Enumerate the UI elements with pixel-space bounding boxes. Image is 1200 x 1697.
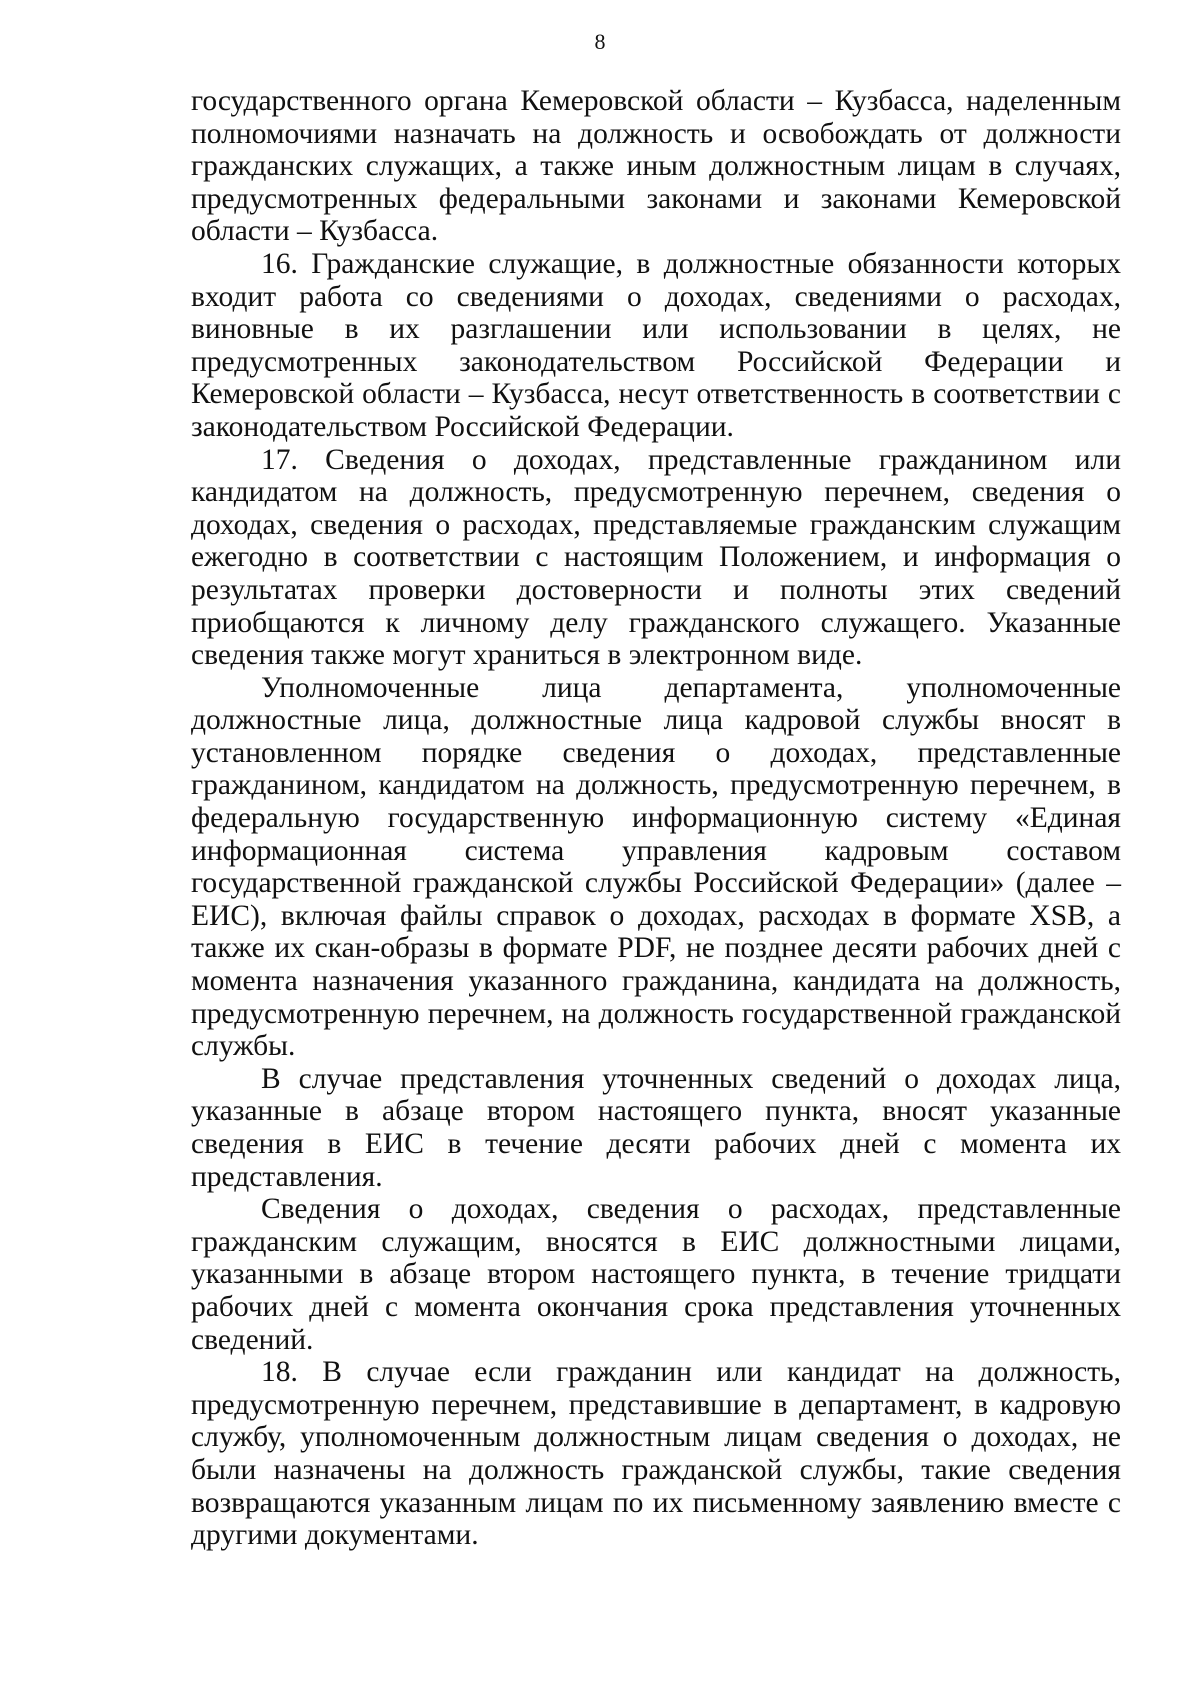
document-body [191,85,1121,1552]
paragraph-item-16: 16. Гражданские служащие, в должностные обязанности которых входит работа со сведениями о доходах, сведениями о расходах, виновные в их разглашении или использовании в целях, не предусмотренных законодательством Российской Федерации и Кемеровской области – Кузбасса, несут ответственность в соответствии с законодательством Российской Федерации. [191,247,1121,443]
paragraph-item-17-part-2: Уполномоченные лица департамента, уполномоченные должностные лица, должностные лица кадровой службы вносят в установленном порядке сведения о доходах, представленные гражданином, кандидатом на должность, предусмотренную перечнем, в федеральную государственную информационную систему «Единая информационная система управления кадровым составом государственной гражданской службы Российской Федерации» (далее – ЕИС), включая файлы справок о доходах, расходах в формате XSB, а также их скан-образы в формате PDF, не позднее десяти рабочих дней с момента назначения указанного гражданина, кандидата на должность, предусмотренную перечнем, на должность государственной гражданской службы. [191,671,1121,1063]
paragraph-continuation: государственного органа Кемеровской области – Кузбасса, наделенным полномочиями назначать на должность и освобождать от должности гражданских служащих, а также иным должностным лицам в случаях, предусмотренных федеральными законами и законами Кемеровской области – Кузбасса. [191,85,1121,248]
page-number: 8 [594,29,606,54]
paragraph-item-17-part-4: Сведения о доходах, сведения о расходах, представленные гражданским служащим, вносятся в ЕИС должностными лицами, указанными в абзаце втором настоящего пункта, в течение тридцати рабочих дней с момента окончания срока представления уточненных сведений. [191,1193,1121,1356]
paragraph-item-18: 18. В случае если гражданин или кандидат на должность, предусмотренную перечнем, представившие в департамент, в кадровую службу, уполномоченным должностным лицам сведения о доходах, не были назначены на должность гражданской службы, такие сведения возвращаются указанным лицам по их письменному заявлению вместе с другими документами. [191,1356,1121,1552]
paragraph-item-17-part-3: В случае представления уточненных сведений о доходах лица, указанные в абзаце втором настоящего пункта, вносят указанные сведения в ЕИС в течение десяти рабочих дней с момента их представления. [191,1062,1121,1193]
paragraph-item-17: 17. Сведения о доходах, представленные гражданином или кандидатом на должность, предусмотренную перечнем, сведения о доходах, сведения о расходах, представляемые гражданским служащим ежегодно в соответствии с настоящим Положением, и информация о результатах проверки достоверности и полноты этих сведений приобщаются к личному делу гражданского служащего. Указанные сведения также могут храниться в электронном виде. [191,443,1121,672]
